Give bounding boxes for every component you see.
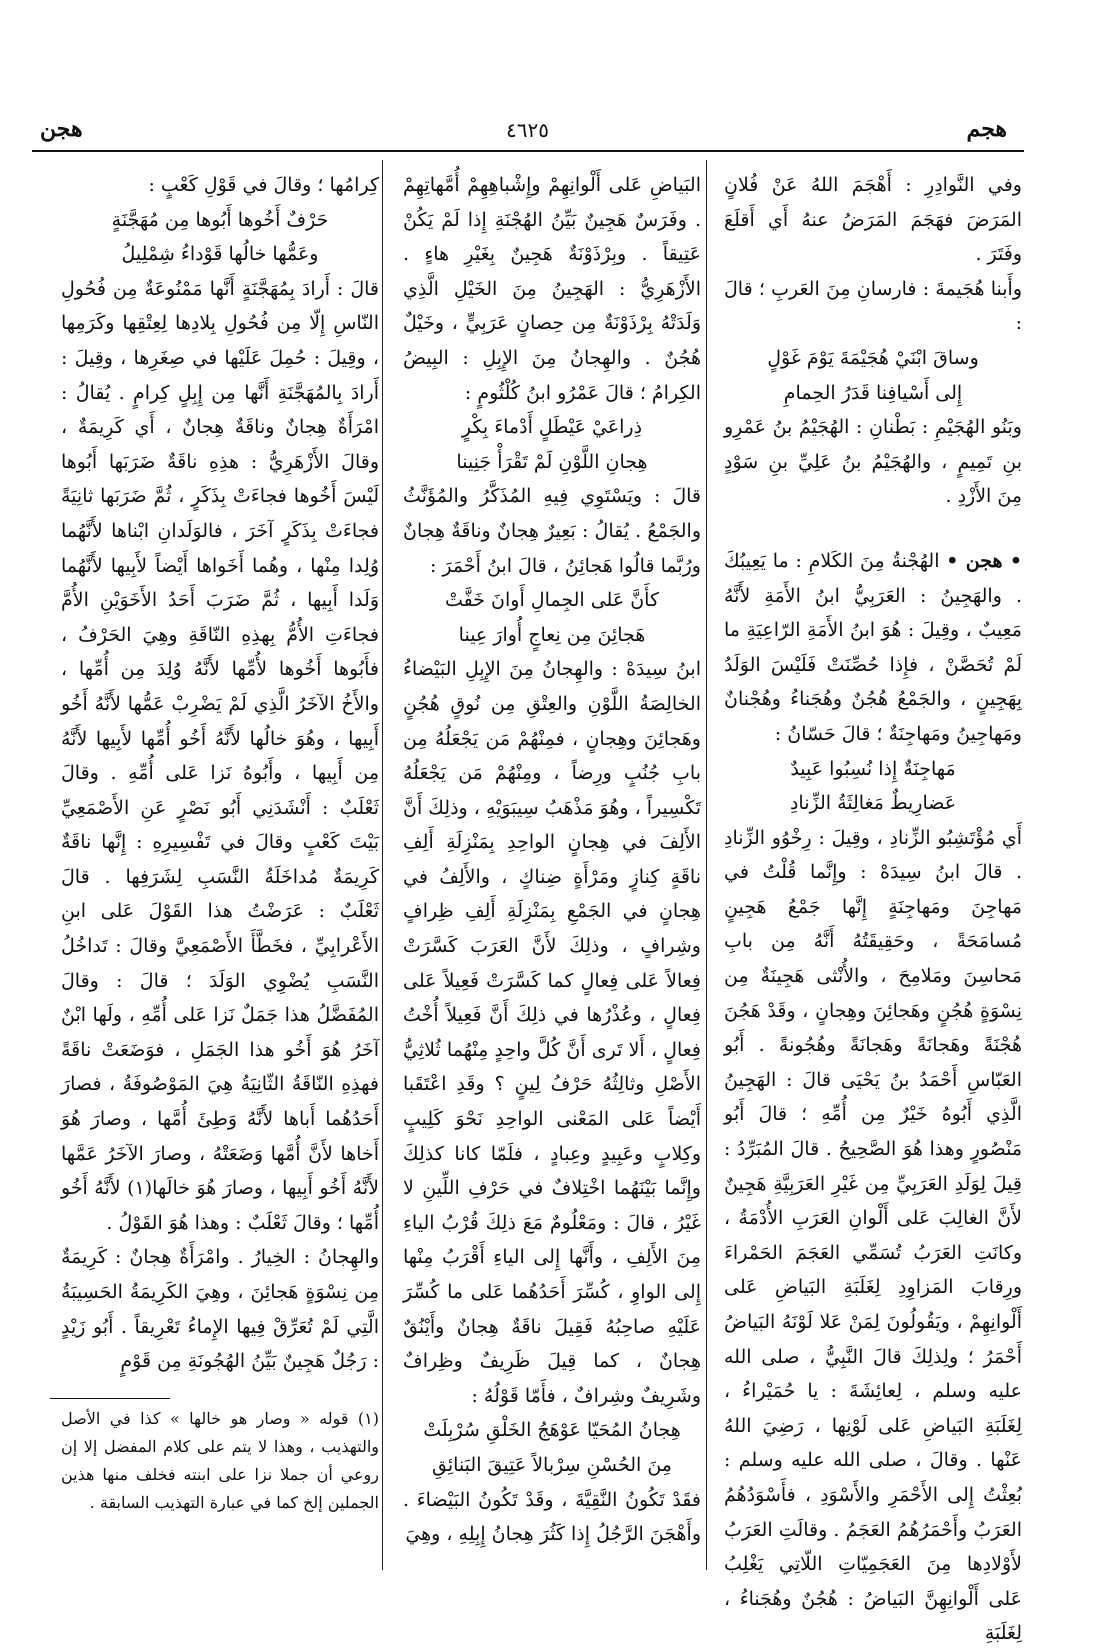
paragraph [61,168,379,203]
text: قالَ : ويَسْتَوِي فِيهِ المُذَكَّرُ والمُؤَنَّثُ والجَمْعُ . يُقالُ : بَعِيرٌ هِجانٌ وناقَةٌ هِجانٌ ورُبَّما قالُوا هَجائِنُ ، قالَ ابنُ أَحْمَرَ : [403,485,701,577]
text: وعَمُّها خالُها قَوْداءُ شِمْلِيلُ [121,243,319,266]
paragraph [724,168,1022,272]
paragraph [403,479,701,583]
verse-line [724,341,1022,376]
paragraph [403,168,701,410]
text: هِجانُ المُحَيّا عَوْهَجُ الخَلْقِ سُرْبِلَتْ [423,1419,681,1442]
text: قالَ : أَرادَ بِمُهَجَّنَةٍ أَنَّها مَمْنُوعَةٌ مِن فُحُولِ النّاسِ إِلّا مِن فُحُولِ بِلادِها لِعِتْقِها وكَرَمِها ، وقِيلَ : حُمِلَ عَلَيْها في صِغَرِها ، وقِيلَ : أَرادَ بِالمُهَجَّنَةِ أَنَّها مِن إِبِلٍ كِرامٍ . يُقالُ : امْرَأَةٌ هِجانٌ وناقَةٌ هِجانٌ ، أَي كَرِيمَةٌ ، وقالَ الأَزْهَرِيُّ : هذِهِ ناقَةٌ ضَرَبَها أَبُوها لَيْسَ أَخُوها فجاءَتْ بِذَكَرٍ ، ثُمَّ ضَرَبَها ثانِيَةً فجاءَتْ بِذَكَرٍ آخَرَ ، فالوَلَدانِ ابْناها لأَنَّهُما وُلِدا مِنْها ، وهُما أَخَواها أَيْضاً لأَبِيها لأَنَّهُما وَلَدا أَبِيها ، ثُمَّ ضَرَبَ أَحَدُ الأَخَوَيْنِ الأُمَّ فجاءَتِ الأُمُّ بِهذِهِ النّاقَةِ وهِيَ الحَرْفُ ، فأَبُوها أَخُوها لأُمِّها لأَنَّهُ وُلِدَ مِن أُمِّها ، والأَخُ الآخَرُ الَّذِي لَمْ يَضْرِبْ عَمُّها لأَنَّهُ أَخُو أَبِيها ، وهُوَ خالُها لأَنَّهُ أَخُو أُمِّها لأَبِيها لأَنَّهُ مِن أَبِيها ، وأَبُوهُ نَزا عَلى أُمِّهِ . وقالَ ثَعْلَبٌ : أَنْشَدَنِي أَبُو نَصْرٍ عَنِ الأَصْمَعِيِّ بَيْتَ كَعْبٍ وقالَ في تَفْسِيرِهِ : إِنَّها ناقَةٌ كَرِيمَةٌ مُداخَلَةُ النَّسَبِ لِشَرَفِها . قالَ ثَعْلَبٌ : عَرَضْتُ هذا القَوْلَ عَلى ابنِ الأَعْرابِيِّ ، فخَطَّأَ الأَصْمَعِيَّ وقالَ : تَداخُلُ النَّسَبِ يُضْوِي الوَلَدَ ؛ قالَ : وقالَ المُفَضَّلُ هذا جَمَلٌ نَزا عَلى أُمِّهِ ، ولَها ابْنٌ آخَرُ هُوَ أَخُو هذا الجَمَلِ ، فوَضَعَتْ ناقَةً فهذِهِ النّاقَةُ الثّانِيَةُ هِيَ المَوْصُوفَةُ ، فصارَ أَحَدُهُما أَباها لأَنَّهُ وَطِئَ أُمَّها ، وصارَ هُوَ أَخاها لأَنَّ أُمَّها وَضَعَتْهُ ، وصارَ الآخَرُ عَمَّها لأَنَّهُ أَخُو أَبِيها ، وصارَ هُوَ خالَها(١) لأَنَّهُ أَخُو أُمِّها ؛ وقالَ ثَعْلَبٌ : وهذا هُوَ القَوْلُ . [61,277,379,1234]
verse-line [403,1413,701,1448]
text: مِنَ الحُسْنِ سِرْبالاً عَتِيقَ البَنائِقِ [432,1453,672,1476]
paragraph [724,272,1022,341]
text-column-left [61,168,379,1390]
verse-line [724,376,1022,411]
verse-line [403,618,701,653]
verse-line [403,410,701,445]
paragraph [403,652,701,1413]
text: وأَبنا هُجَيمةَ : فارسانِ مِنَ العَربِ ؛ قالَ : [724,277,1022,335]
text: هِجانِ اللَّوْنِ لَمْ تَقْرَأْ جَنِينا [456,450,648,473]
headword: • هجن • [946,549,1022,572]
text-column-right [724,168,1022,1645]
paragraph [61,1240,379,1378]
footnote-rule [50,1398,170,1399]
page-number: ٤٦٢٥ [506,118,549,142]
text: مَهاجِنَةٌ إِذا نُسِبُوا عَبِيدٌ [790,757,956,780]
text: ذِراعَيْ عَيْطَلٍ أَدْماءَ بِكْرٍ [461,416,643,439]
text: وفي النَّوادِرِ : أَهْجَمَ اللهُ عَنْ فُلانٍ المَرَضَ فهَجَمَ المَرَضُ عنهُ أَي أَقلَعَ وفَتَرَ . [724,174,1022,266]
text: حَرْفٌ أَخُوها أَبُوها مِن مُهَجَّنَةٍ [111,208,329,231]
header-rule [32,150,1024,152]
entry-separator [724,514,1022,544]
paragraph [724,821,1022,1651]
column-divider [706,160,707,1570]
verse-line [403,583,701,618]
text: الهُجْنةُ مِنَ الكَلامِ : ما يَعِيبُكَ . والهَجِينُ : العَرَبِيُّ ابنُ الأَمَةِ لأَنَّهُ مَعِيبٌ ، وقِيلَ : هُوَ ابنُ الأَمَةِ الرّاعِيَةِ ما لَمْ تُحَصَّنْ ، فإِذا حُصِّنَتْ فَلَيْسَ الوَلَدُ بِهَجِينٍ ، والجَمْعُ هُجُنٌ وهُجَناءُ وهُجْنانٌ ومَهاجِينُ ومَهاجِنَةٌ ؛ قالَ حَسّانُ : [724,549,1022,745]
text: البَياضِ عَلى أَلْوانِهِمْ وإِشْباهِهِمْ أُمَّهاتِهِمْ . وفَرَسٌ هَجِينٌ بَيِّنُ الهُجْنَةِ إِذا لَمْ يَكُنْ عَتِيقاً . وبِرْذَوْنَةٌ هَجِينٌ بِغَيْرِ هاءٍ . الأَزْهَرِيُّ : الهَجِينُ مِنَ الخَيْلِ الَّذِي وَلَدَتْهُ بِرْذَوْنَةٌ مِن حِصانٍ عَرَبِيٍّ ، وخَيْلٌ هُجُنٌ . والهِجانُ مِنَ الإِبِلِ : البِيضُ الكِرامُ ؛ قالَ عَمْرُو ابنُ كُلْثُومٍ : [403,174,701,404]
text: كِرامُها ؛ وقالَ في قَوْلِ كَعْبٍ : [148,174,379,196]
verse-line [724,752,1022,787]
paragraph [724,410,1022,514]
header-keyword-right: هجم [966,116,1007,142]
verse-line [61,237,379,272]
paragraph [724,544,1022,752]
footnote: (١) قوله « وصار هو خالها » كذا في الأصل والتهذيب ، وهذا لا يتم على كلام المفضل إلا إن روعي أن جملا نزا على ابنته فخلف منها هذين الجملين إلخ كما في عبارة التهذيب السابقة . [61,1409,379,1512]
verse-line [403,1448,701,1483]
text: كأَنَّ عَلى الجِمالِ أَوانَ خَفَّتْ [444,589,660,612]
paragraph [61,272,379,1241]
header-keyword-left: هجن [40,116,83,142]
text: عَضارِيطٌ مَغالِثَةُ الزِّنادِ [789,792,957,815]
verse-line [724,786,1022,821]
text: وبَنُو الهُجَيْمِ : بَطْنانِ : الهُجَيْمُ بنُ عَمْرِو بنِ تَمِيمٍ ، والهُجَيْمُ بنُ عَلِيِّ بنِ سَوْدٍ مِنَ الأَزْدِ . [724,416,1022,508]
text: إِلى أَسْيافِنا قَدَرُ الحِمامِ [783,381,963,404]
paragraph [403,1483,701,1552]
verse-line [61,203,379,238]
verse-line [403,445,701,480]
text: وساقَ ابْنَيْ هُجَيْمَةَ يَوْمَ غَوْلٍ [767,346,979,369]
text: فقَدْ تَكُونُ النَّقِيَّةَ ، وقَدْ تَكُونُ البَيْضاءَ . وأَهْجَنَ الرَّجُلُ إِذا كَثُرَ هِجانُ إِبِلِهِ ، وهِيَ [403,1488,701,1546]
text: أَي مُؤْتَشِبُو الزِّنادِ ، وقِيلَ : رِخْوُو الزِّنادِ . قالَ ابنُ سِيدَهْ : وإِنَّما قُلْتُ في مَهاجِنَ ومَهاجِنَةٍ إِنَّها جَمْعُ هَجِينٍ مُسامَحَةً ، وحَقِيقَتُهُ أَنَّهُ مِن بابِ مَحاسِنَ ومَلامِحَ ، والأُنْثى هَجِينَةٌ مِن نِسْوَةٍ هُجُنٍ وهَجائِنَ وهِجانٍ ، وقَدْ هَجُنَ هُجْنَةً وهَجانَةً وهَجانَةً وهُجُونةً . أَبُو العَبّاسِ أَحْمَدُ بنُ يَحْيَى قالَ : الهَجِينُ الَّذِي أَبُوهُ خَيْرٌ مِن أُمِّهِ ؛ قالَ أَبُو مَنْصُورٍ وهذا هُوَ الصَّحِيحُ . قالَ المُبَرِّدُ : قِيلَ لِوَلَدِ العَرَبِيِّ مِن غَيْرِ العَرَبِيَّةِ هَجِينٌ لأَنَّ الغالِبَ عَلى أَلْوانِ العَرَبِ الأُدْمَةُ ، وكانَتِ العَرَبُ تُسَمِّي العَجَمَ الحَمْراءَ ورِقابَ المَزاوِدِ لِغَلَبَةِ البَياضِ عَلى أَلْوانِهِمْ ، ويَقُولُونَ لِمَنْ عَلا لَوْنَهُ البَياضُ أَحْمَرُ ؛ ولِذلِكَ قالَ النَّبِيُّ ، صلى الله عليه وسلم ، لِعائِشَةَ : يا حُمَيْراءُ ، لِغَلَبَةِ البَياضِ عَلى لَوْنِها ، رَضِيَ اللهُ عَنْها . وقالَ ، صلى الله عليه وسلم : بُعِثْتُ إِلى الأَحْمَرِ والأَسْوَدِ ، فأَسْوَدُهُمُ العَرَبُ وأَحْمَرُهُمُ العَجَمُ . وقالَتِ العَرَبُ لأَوْلادِها مِنَ العَجَمِيّاتِ اللّاتِي يَغْلِبُ عَلى أَلْوانِهِنَّ البَياضُ : هُجُنٌ وهُجَناءُ ، لِغَلَبَةِ [724,826,1022,1645]
column-divider [382,160,383,1570]
text: ابنُ سِيدَهْ : والهِجانُ مِنَ الإِبِلِ البَيْضاءُ الخالِصَةُ اللَّوْنِ والعِتْقِ مِن نُوقٍ هُجُنٍ وهَجائِنَ وهِجانٍ ، فمِنْهُمْ مَن يَجْعَلُهُ مِن بابِ جُنُبٍ ورِضاً ، ومِنْهُمْ مَن يَجْعَلُهُ تَكْسِيراً ، وهُوَ مَذْهَبُ سِيبَوَيْهِ ، وذلِكَ أَنَّ الأَلِفَ في هِجانٍ الواحِدِ بِمَنْزِلَةِ أَلِفِ ناقَةٍ كِنازٍ ومَرْأَةٍ ضِناكٍ ، والأَلِفُ في هِجانٍ في الجَمْعِ بِمَنْزِلَةِ أَلِفِ ظِرافٍ وشِرافٍ ، وذلِكَ لأَنَّ العَرَبَ كَسَّرَتْ فِعالاً عَلى فِعالٍ كما كَسَّرَتْ فَعِيلاً عَلى فِعالٍ ، وعُذْرُها في ذلِكَ أَنَّ فَعِيلاً أُخْتُ فِعالٍ ، أَلا تَرى أَنَّ كُلَّ واحِدٍ مِنْهُما ثُلاثِيُّ الأَصْلِ وثالِثُهُ حَرْفُ لِينٍ ؟ وقَدِ اعْتَقَبا أَيْضاً عَلى المَعْنى الواحِدِ نَحْوَ كَلِيبٍ وكِلابٍ وعَبِيدٍ وعِبادٍ ، فلَمّا كانا كذلِكَ وإِنَّما بَيْنَهُما اخْتِلافٌ في حَرْفِ اللِّينِ لا غَيْرُ ، قالَ : ومَعْلُومٌ مَعَ ذلِكَ قُرْبُ الياءِ مِنَ الأَلِفِ ، وأَنَّها إِلى الياءِ أَقْرَبُ مِنْها إِلى الواوِ ، كُسِّرَ أَحَدُهُما عَلى ما كُسِّرَ عَلَيْهِ صاحِبُهُ فَقِيلَ ناقَةٌ هِجانٌ وأَيْنُقٌ هِجانٌ ، كما قِيلَ ظَرِيفٌ وظِرافٌ وشَرِيفٌ وشِرافٌ ، فأَمّا قَوْلُهُ : [403,658,701,1407]
text-column-middle [403,168,701,1563]
text: والهِجانُ : الخِيارُ . وامْرَأَةٌ هِجانٌ : كَرِيمَةٌ مِن نِسْوَةٍ هَجائِنَ ، وهِيَ الكَرِيمَةُ الحَسِيبَةُ الَّتِي لَمْ تُعَرِّقْ فِيها الإِماءُ تَعْرِيقاً . أَبُو زَيْدٍ : رَجُلٌ هَجِينٌ بَيِّنُ الهُجُونَةِ مِن قَوْمٍ [61,1246,379,1373]
text: هَجائِنَ مِن نِعاجٍ أُوارَ عِينا [458,623,646,646]
page-header [30,112,1025,152]
